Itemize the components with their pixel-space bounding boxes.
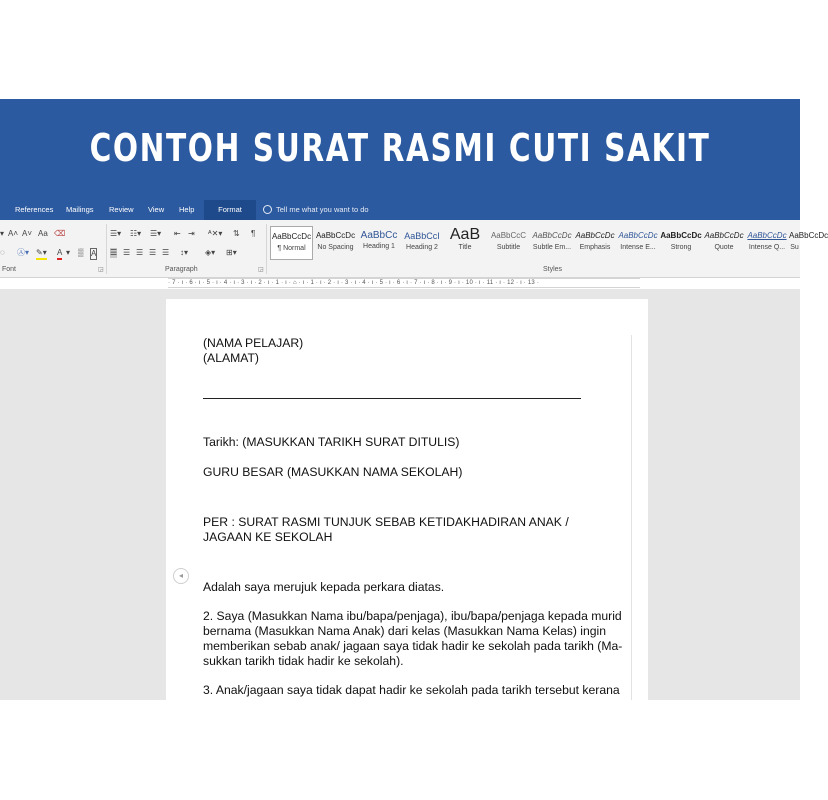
align-right-icon[interactable]: ☰ <box>136 248 144 257</box>
styles-group-label: Styles <box>543 266 563 273</box>
style-name: Intense E... <box>620 244 656 251</box>
paragraph-launcher-icon[interactable]: ◲ <box>258 267 264 273</box>
style-heading-1[interactable] <box>358 226 400 260</box>
style-subtle-emphasis[interactable] <box>531 226 573 260</box>
style-sample: AaBbCc <box>360 230 398 241</box>
style-intense-quote[interactable] <box>746 226 788 260</box>
char-border-icon[interactable]: A <box>91 249 97 258</box>
increase-indent-icon[interactable]: ⇥ <box>188 229 195 238</box>
borders-icon[interactable]: ⊞▾ <box>226 248 237 257</box>
group-divider <box>106 224 107 274</box>
style-name: ¶ Normal <box>277 245 306 252</box>
paragraph-2-line: sukkan tarikh tidak hadir ke sekolah). <box>203 654 404 668</box>
align-left-icon[interactable]: ☰ <box>110 248 118 257</box>
tab-view[interactable]: View <box>148 205 165 214</box>
sort-icon[interactable]: ⇅ <box>233 229 240 238</box>
page-nav-icon[interactable]: ◂ <box>173 568 189 584</box>
style-heading-2[interactable] <box>401 226 443 260</box>
show-marks-icon[interactable]: ¶ <box>251 229 256 238</box>
style-sample: AaBbCcDc <box>789 231 828 240</box>
numbering-icon[interactable]: ☷▾ <box>130 229 142 238</box>
text-effects-icon[interactable]: ◌ <box>0 248 5 257</box>
bullets-icon[interactable]: ☰▾ <box>110 229 122 238</box>
style-intense-emphasis[interactable] <box>617 226 659 260</box>
style-sample: AaBbCcDc <box>271 232 312 241</box>
text-effect-button[interactable]: Ⓐ▾ <box>17 248 30 257</box>
banner-title: CONTOH SURAT RASMI CUTI SAKIT <box>89 126 711 170</box>
font-launcher-icon[interactable]: ◲ <box>98 267 104 273</box>
style-name: Emphasis <box>579 244 611 251</box>
style-title[interactable] <box>444 226 486 260</box>
student-address: (ALAMAT) <box>203 351 259 365</box>
tab-review[interactable]: Review <box>109 205 134 214</box>
tab-references[interactable]: References <box>15 205 54 214</box>
style-name: Intense Q... <box>748 244 786 251</box>
char-shading-icon[interactable]: ▒ <box>78 248 84 257</box>
multilevel-list-icon[interactable]: ☰▾ <box>150 229 162 238</box>
style-quote[interactable] <box>703 226 745 260</box>
paragraph-3-line: 3. Anak/jagaan saya tidak dapat hadir ke sekolah pada tarikh tersebut kerana <box>203 683 620 697</box>
date-line: Tarikh: (MASUKKAN TARIKH SURAT DITULIS) <box>203 435 460 449</box>
style-strong[interactable] <box>660 226 702 260</box>
style-name: Title <box>458 244 472 251</box>
subject-line-2: JAGAAN KE SEKOLAH <box>203 530 333 544</box>
asian-layout-icon[interactable]: ᴬ✕▾ <box>208 229 223 238</box>
style-no-spacing[interactable] <box>314 226 357 260</box>
style-sample: AaB <box>449 226 481 243</box>
horizontal-ruler[interactable]: · 7 · ı · 6 · ı · 5 · ı · 4 · ı · 3 · ı · 2 · ı · 1 · ı · ⌂ · ı · 1 · ı · 2 · ı · 3 · ı · 4 · ı · 5 · ı · 6 · ı · 7 · ı · 8 · ı · 9 · ı · 10 · ı · 11 · ı · 12 · ı · 13 · <box>168 278 640 288</box>
paragraph-group-label: Paragraph <box>165 266 198 273</box>
style-sample: AaBbCcDc <box>575 231 615 240</box>
style-sample: AaBbCcDc <box>660 231 702 240</box>
shrink-font-button[interactable]: A˅ <box>22 229 33 238</box>
style-name: Subtitle <box>496 244 521 251</box>
font-size-down-icon[interactable]: ▾ <box>0 229 5 238</box>
style-emphasis[interactable] <box>574 226 616 260</box>
style-name: Quote <box>714 244 734 251</box>
change-case-button[interactable]: Aa <box>38 229 48 238</box>
paragraph-2-line: memberikan sebab anak/ jagaan saya tidak hadir ke sekolah pada tarikh (Ma- <box>203 639 623 653</box>
style-sample: AaBbCcDc <box>747 231 787 240</box>
tab-help[interactable]: Help <box>179 205 195 214</box>
decrease-indent-icon[interactable]: ⇤ <box>174 229 181 238</box>
font-color-button[interactable]: A <box>57 248 62 260</box>
tab-mailings[interactable]: Mailings <box>66 205 94 214</box>
separator-line <box>203 398 581 399</box>
student-name: (NAMA PELAJAR) <box>203 336 304 350</box>
justify-icon[interactable]: ☰ <box>149 248 157 257</box>
paragraph-1: Adalah saya merujuk kepada perkara diatas. <box>203 580 445 594</box>
style-normal[interactable] <box>270 226 313 260</box>
style-sample: AaBbCcI <box>404 231 440 241</box>
grow-font-button[interactable]: A˄ <box>8 229 19 238</box>
style-more[interactable] <box>789 226 828 260</box>
tab-format[interactable]: Format <box>204 200 256 220</box>
style-name: Heading 2 <box>406 244 438 251</box>
style-sample: AaBbCcDc <box>618 231 658 240</box>
distributed-icon[interactable]: ☰ <box>162 248 170 257</box>
recipient-line: GURU BESAR (MASUKKAN NAMA SEKOLAH) <box>203 465 463 479</box>
paragraph-2-line: 2. Saya (Masukkan Nama ibu/bapa/penjaga), ibu/bapa/penjaga kepada murid <box>203 609 622 623</box>
highlight-icon[interactable]: ✎▾ <box>36 248 47 260</box>
style-sample: AaBbCcC <box>490 231 527 240</box>
font-group-label: Font <box>2 266 17 273</box>
margin-guide <box>631 335 632 700</box>
style-sample: AaBbCcDc <box>704 231 744 240</box>
font-color-dropdown-icon[interactable]: ▾ <box>66 248 71 257</box>
paragraph-2-line: bernama (Masukkan Nama Anak) dari kelas (Masukkan Nama Kelas) ingin <box>203 624 607 638</box>
shading-icon[interactable]: ◈▾ <box>205 248 216 257</box>
group-divider <box>266 224 267 274</box>
style-name: No Spacing <box>317 244 354 251</box>
tell-me-search[interactable] <box>263 200 369 220</box>
line-spacing-icon[interactable]: ↕▾ <box>180 248 189 257</box>
search-icon <box>263 205 272 214</box>
style-name: Strong <box>670 244 692 251</box>
subject-line-1: PER : SURAT RASMI TUNJUK SEBAB KETIDAKHADIRAN ANAK / <box>203 515 569 529</box>
style-sample: AaBbCcDc <box>315 231 356 240</box>
clear-format-icon[interactable]: ⌫ <box>54 229 66 238</box>
style-name: Subtle Em... <box>532 244 572 251</box>
align-center-icon[interactable]: ☰ <box>123 248 131 257</box>
style-name: Su <box>790 244 799 251</box>
style-subtitle[interactable] <box>487 226 530 260</box>
style-sample: AaBbCcDc <box>532 231 572 240</box>
style-name: Heading 1 <box>363 243 395 250</box>
menu-bar <box>0 200 800 220</box>
tell-me-text: Tell me what you want to do <box>276 205 369 214</box>
